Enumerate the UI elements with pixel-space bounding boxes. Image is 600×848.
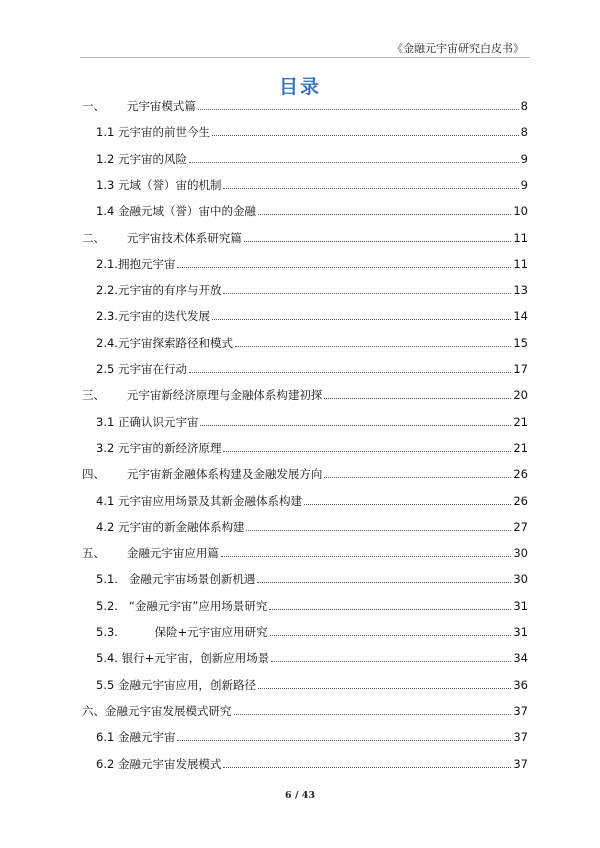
toc-entry-label: 4.1 元宇宙应用场景及其新金融体系构建 <box>96 493 302 508</box>
toc-entry-page: 10 <box>513 204 528 219</box>
toc-leader-dots <box>189 372 511 373</box>
toc-entry[interactable] <box>82 675 528 693</box>
toc-entry-label: 5.1. 金融元宇宙场景创新机遇 <box>96 572 256 587</box>
toc-entry-page: 37 <box>513 756 528 771</box>
toc-leader-dots <box>324 398 511 399</box>
toc-entry-label: 一、 元宇宙模式篇 <box>82 99 196 113</box>
toc-entry-page: 14 <box>513 309 528 324</box>
toc-entry[interactable] <box>82 228 528 246</box>
toc-entry-page: 21 <box>513 414 528 429</box>
toc-leader-dots <box>270 635 512 636</box>
toc-entry-page: 31 <box>513 625 528 639</box>
toc-entry-page: 13 <box>513 283 528 298</box>
toc-entry-label: 2.4.元宇宙探索路径和模式 <box>96 335 233 350</box>
toc-entry-page: 21 <box>513 440 528 455</box>
toc-entry[interactable] <box>82 648 528 666</box>
toc-entry-page: 8 <box>520 99 528 113</box>
toc-leader-dots <box>212 319 511 320</box>
toc-entry-page: 11 <box>513 256 528 271</box>
toc-leader-dots <box>234 714 512 715</box>
toc-leader-dots <box>258 214 511 215</box>
toc-leader-dots <box>223 188 518 189</box>
toc-entry-label: 5.5 金融元宇宙应用，创新路径 <box>96 677 256 692</box>
toc-entry[interactable] <box>82 122 528 140</box>
toc-entry-page: 17 <box>513 362 528 376</box>
toc-entry-page: 9 <box>520 151 528 166</box>
toc-entry-label: 1.2 元宇宙的风险 <box>96 151 187 166</box>
toc-leader-dots <box>257 582 511 583</box>
header-divider <box>80 57 530 58</box>
toc-entry-page: 34 <box>513 651 528 666</box>
toc-leader-dots <box>198 109 519 110</box>
toc-entry-page: 30 <box>513 572 528 587</box>
toc-entry[interactable] <box>82 727 528 745</box>
toc-leader-dots <box>223 451 511 452</box>
toc-entry-page: 26 <box>513 493 528 508</box>
toc-entry-label: 1.1 元宇宙的前世今生 <box>96 125 210 140</box>
toc-entry[interactable] <box>82 254 528 272</box>
toc-entry-page: 26 <box>513 467 528 482</box>
toc-leader-dots <box>200 425 511 426</box>
toc-leader-dots <box>246 530 511 531</box>
toc-entry[interactable] <box>82 701 528 719</box>
toc-leader-dots <box>221 556 511 557</box>
toc-entry-page: 15 <box>513 335 528 350</box>
toc-entry-label: 5.4. 银行+元宇宙，创新应用场景 <box>96 651 270 666</box>
toc-entry-label: 6.1 金融元宇宙 <box>96 730 176 745</box>
toc-leader-dots <box>223 767 511 768</box>
toc-entry-page: 11 <box>513 230 528 245</box>
toc-entry[interactable] <box>82 280 528 298</box>
toc-entry[interactable] <box>82 543 528 561</box>
toc-entry[interactable] <box>82 517 528 535</box>
toc-entry-label: 2.5 元宇宙在行动 <box>96 362 187 376</box>
page-number: 6 / 43 <box>285 790 315 801</box>
toc-entry[interactable] <box>82 622 528 640</box>
toc-entry[interactable] <box>82 569 528 587</box>
toc-entry[interactable] <box>82 491 528 509</box>
toc-entry-page: 36 <box>513 677 528 692</box>
toc-leader-dots <box>304 504 511 505</box>
toc-leader-dots <box>244 241 511 242</box>
toc-leader-dots <box>235 346 511 347</box>
toc-entry[interactable] <box>82 201 528 219</box>
toc-leader-dots <box>258 688 511 689</box>
toc-entry-label: 二、 元宇宙技术体系研究篇 <box>82 230 242 245</box>
toc-entry-label: 五、 金融元宇宙应用篇 <box>82 546 219 561</box>
toc-leader-dots <box>269 609 511 610</box>
toc-title: 目录 <box>278 76 321 98</box>
toc-entry-label: 四、 元宇宙新金融体系构建及金融发展方向 <box>82 467 323 482</box>
toc-leader-dots <box>177 740 511 741</box>
toc-entry-label: 3.1 正确认识元宇宙 <box>96 414 199 429</box>
toc-entry[interactable] <box>82 385 528 403</box>
toc-leader-dots <box>223 293 511 294</box>
toc-entry-page: 27 <box>513 519 528 534</box>
toc-leader-dots <box>271 661 511 662</box>
toc-entry[interactable] <box>82 96 528 114</box>
toc-entry-label: 6.2 金融元宇宙发展模式 <box>96 756 222 771</box>
toc-entry[interactable] <box>82 359 528 377</box>
toc-entry-page: 37 <box>513 703 528 718</box>
toc-entry-label: 4.2 元宇宙的新金融体系构建 <box>96 519 245 534</box>
toc-entry[interactable] <box>82 464 528 482</box>
toc-entry-label: 2.3.元宇宙的迭代发展 <box>96 309 210 324</box>
toc-entry[interactable] <box>82 149 528 167</box>
toc-entry[interactable] <box>82 438 528 456</box>
toc-entry-page: 31 <box>513 598 528 613</box>
toc-entry-page: 37 <box>513 730 528 745</box>
running-header: 《金融元宇宙研究白皮书》 <box>392 42 524 55</box>
toc-entry-page: 30 <box>513 546 528 561</box>
toc-entry[interactable] <box>82 306 528 324</box>
toc-leader-dots <box>177 267 511 268</box>
toc-entry-label: 2.1.拥抱元宇宙 <box>96 256 176 271</box>
toc-entry[interactable] <box>82 754 528 772</box>
toc-entry[interactable] <box>82 333 528 351</box>
toc-entry-label: 5.2. “金融元宇宙”应用场景研究 <box>96 598 268 613</box>
toc-entry-label: 1.3 元域（誉）宙的机制 <box>96 177 222 192</box>
toc-entry-label: 1.4 金融元域（誉）宙中的金融 <box>96 204 256 219</box>
toc-entry[interactable] <box>82 596 528 614</box>
toc-leader-dots <box>212 135 519 136</box>
toc-entry[interactable] <box>82 412 528 430</box>
toc-entry-label: 5.3. 保险+元宇宙应用研究 <box>96 625 268 639</box>
toc-leader-dots <box>189 162 519 163</box>
toc-entry-label: 3.2 元宇宙的新经济原理 <box>96 440 222 455</box>
toc-entry[interactable] <box>82 175 528 193</box>
toc-entry-page: 9 <box>520 177 528 192</box>
toc-entry-label: 三、 元宇宙新经济原理与金融体系构建初探 <box>82 388 323 403</box>
toc-entry-label: 六、金融元宇宙发展模式研究 <box>82 703 232 718</box>
toc-entry-page: 8 <box>520 125 528 140</box>
toc-leader-dots <box>324 477 511 478</box>
toc-entry-page: 20 <box>513 388 528 403</box>
toc-entry-label: 2.2.元宇宙的有序与开放 <box>96 283 222 298</box>
